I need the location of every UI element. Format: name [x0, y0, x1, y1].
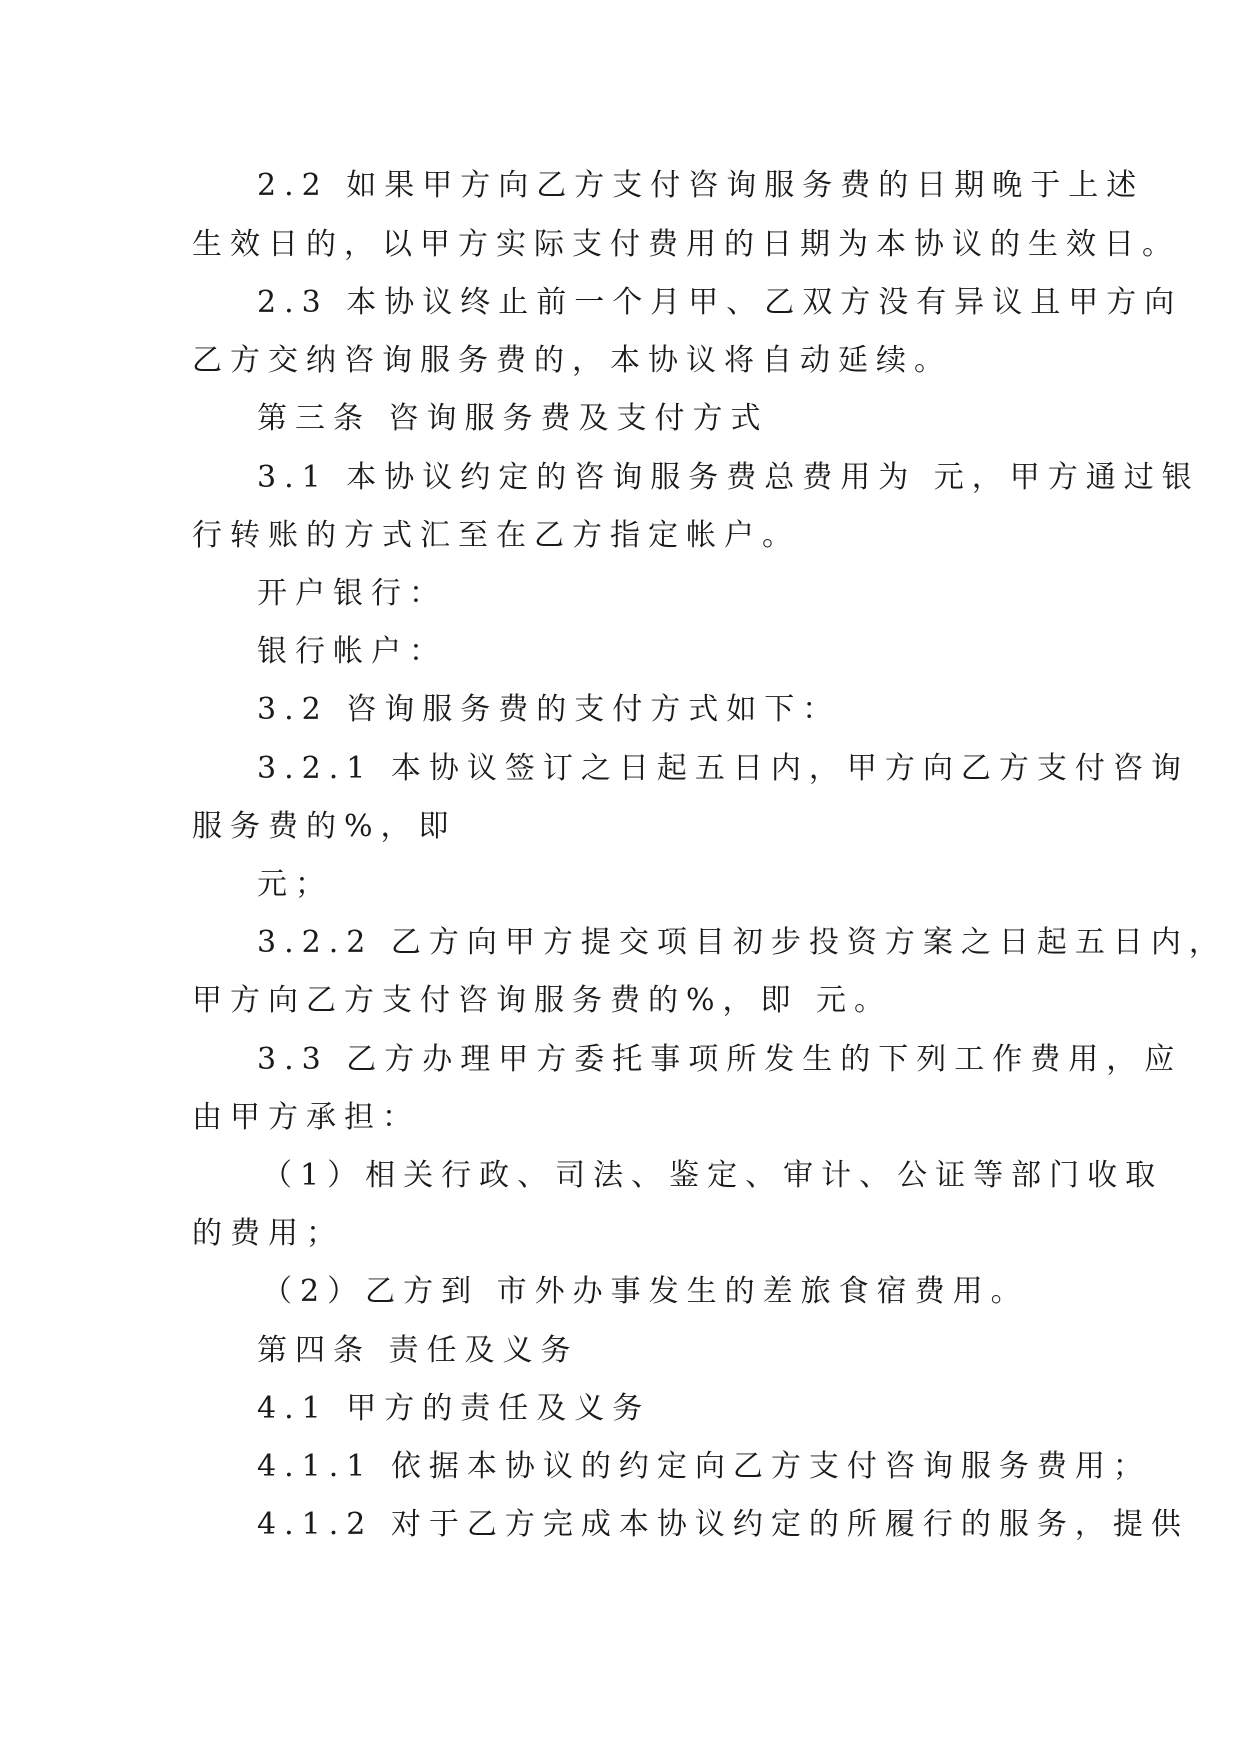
paragraph-line: 行转账的方式汇至在乙方指定帐户。 [192, 518, 800, 553]
paragraph-line: 3.3 乙方办理甲方委托事项所发生的下列工作费用，应 [257, 1042, 1183, 1077]
paragraph-line: 2.3 本协议终止前一个月甲、乙双方没有异议且甲方向 [257, 285, 1183, 320]
paragraph-line: 3.2 咨询服务费的支付方式如下： [257, 692, 841, 727]
paragraph-line: 乙方交纳咨询服务费的，本协议将自动延续。 [192, 343, 952, 378]
paragraph-line: 开户银行： [257, 576, 447, 611]
paragraph-line: 2.2 如果甲方向乙方支付咨询服务费的日期晚于上述 [257, 168, 1145, 203]
paragraph-line: 4.1 甲方的责任及义务 [257, 1391, 651, 1426]
paragraph-line: 银行帐户： [257, 634, 447, 669]
paragraph-line: 3.2.2 乙方向甲方提交项目初步投资方案之日起五日内， [257, 925, 1227, 960]
paragraph-line: （2）乙方到 市外办事发生的差旅食宿费用。 [262, 1274, 1029, 1309]
paragraph-line: 的费用； [192, 1216, 344, 1251]
paragraph-line: 生效日的，以甲方实际支付费用的日期为本协议的生效日。 [192, 227, 1180, 262]
section-heading: 第三条 咨询服务费及支付方式 [257, 401, 769, 436]
paragraph-line: 元； [257, 867, 333, 902]
paragraph-line: 4.1.1 依据本协议的约定向乙方支付咨询服务费用； [257, 1449, 1151, 1484]
section-heading: 第四条 责任及义务 [257, 1333, 579, 1368]
paragraph-line: 由甲方承担： [192, 1100, 420, 1135]
paragraph-line: 3.1 本协议约定的咨询服务费总费用为 元，甲方通过银 [257, 460, 1200, 495]
paragraph-line: （1）相关行政、司法、鉴定、审计、公证等部门收取 [262, 1158, 1164, 1193]
paragraph-line: 服务费的%，即 [192, 809, 457, 844]
paragraph-line: 甲方向乙方支付咨询服务费的%，即 元。 [192, 983, 893, 1018]
paragraph-line: 3.2.1 本协议签订之日起五日内，甲方向乙方支付咨询 [257, 751, 1189, 786]
paragraph-line: 4.1.2 对于乙方完成本协议约定的所履行的服务，提供 [257, 1507, 1189, 1542]
